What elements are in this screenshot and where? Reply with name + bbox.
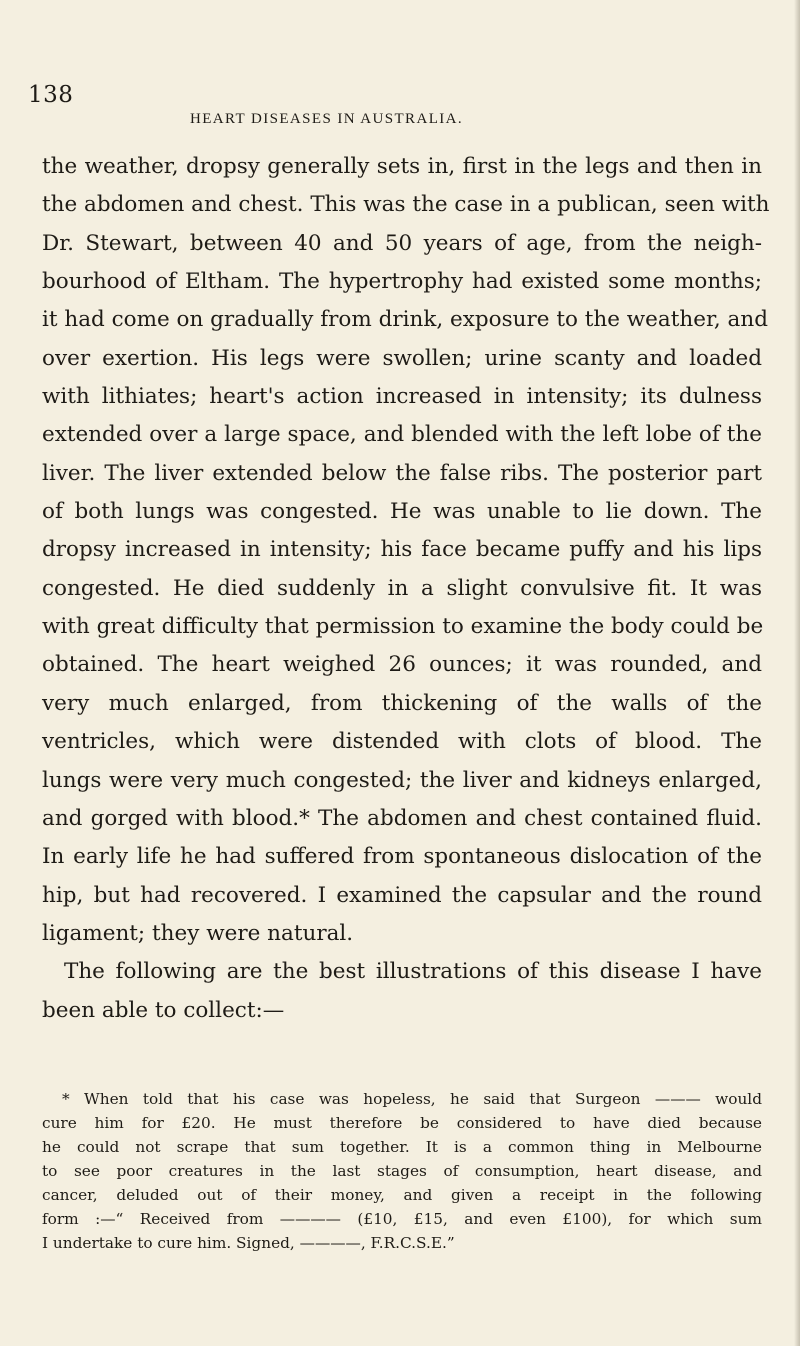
text-line: it had come on gradually from drink, exposure to the weather, and [42,307,768,333]
text-line: hip, but had recovered. I examined the capsular and the round [42,882,762,908]
footnote [42,1087,762,1255]
footnote-line: I undertake to cure him. Signed, ————, F.R.C.S.E.” [42,1234,455,1252]
page-edge-shadow [794,0,800,1346]
footnote-line: he could not scrape that sum together. It is a common thing in Melbourne [42,1138,762,1156]
text-line: and gorged with blood.* The abdomen and chest contained fluid. [42,805,762,831]
text-line: with lithiates; heart's action increased in intensity; its dulness [42,384,762,410]
text-line: congested. He died suddenly in a slight convulsive fit. It was [42,575,762,601]
body-text [42,148,770,1030]
text-line: Dr. Stewart, between 40 and 50 years of age, from the neigh- [42,230,762,256]
running-head: HEART DISEASES IN AUSTRALIA. [190,111,464,127]
text-line: obtained. The heart weighed 26 ounces; it was rounded, and [42,652,762,678]
text-line: with great difficulty that permission to examine the body could be [42,614,764,640]
text-line: very much enlarged, from thickening of the walls of the [42,690,762,716]
text-line: In early life he had suffered from spontaneous dislocation of the [42,844,762,870]
text-line: lungs were very much congested; the liver and kidneys enlarged, [42,767,762,793]
text-line: of both lungs was congested. He was unable to lie down. The [42,499,762,525]
footnote-line: cancer, deluded out of their money, and given a receipt in the following [42,1186,762,1204]
text-line: The following are the best illustrations of this disease I have [64,959,762,985]
text-line: dropsy increased in intensity; his face became puffy and his lips [42,537,762,563]
footnote-line: cure him for £20. He must therefore be considered to have died because [42,1114,762,1132]
text-line: over exertion. His legs were swollen; urine scanty and loaded [42,345,762,371]
text-line: the weather, dropsy generally sets in, first in the legs and then in [42,154,762,179]
footnote-line: form :—“ Received from ———— (£10, £15, and even £100), for which sum [42,1210,762,1228]
text-line: been able to collect:— [42,997,285,1023]
page-number: 138 [28,82,74,108]
footnote-line: * When told that his case was hopeless, he said that Surgeon ——— would [62,1090,762,1108]
text-line: ligament; they were natural. [42,920,354,946]
text-line: extended over a large space, and blended with the left lobe of the [42,422,762,448]
text-line: ventricles, which were distended with clots of blood. The [42,729,762,755]
text-line: bourhood of Eltham. The hypertrophy had existed some months; [42,269,762,295]
text-line: liver. The liver extended below the false ribs. The posterior part [42,460,762,486]
text-line: the abdomen and chest. This was the case in a publican, seen with [42,192,770,218]
footnote-line: to see poor creatures in the last stages of consumption, heart disease, and [42,1162,762,1180]
